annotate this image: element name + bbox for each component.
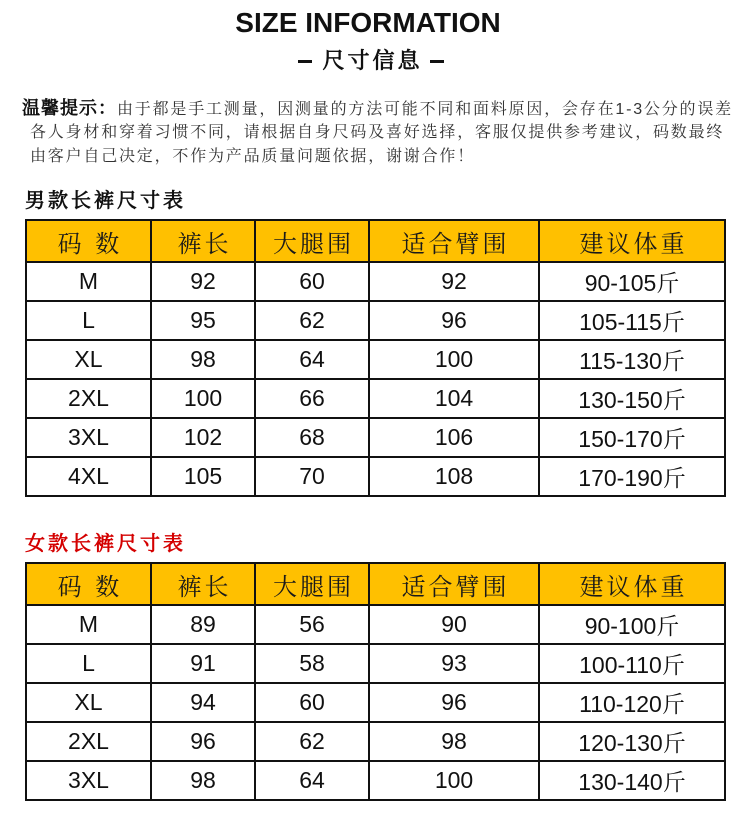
- arm-girth-cell: 92: [370, 263, 540, 302]
- notice-label: 温馨提示：: [22, 98, 117, 118]
- size-cell: 2XL: [27, 723, 152, 762]
- notice-text-1: 由于都是手工测量，因测量的方法可能不同和面料原因，会存在1-3公分的误差: [117, 101, 733, 118]
- thigh-cell: 62: [256, 302, 370, 341]
- arm-girth-cell: 98: [370, 723, 540, 762]
- men-table-heading: 男款长裤尺寸表: [25, 188, 186, 212]
- arm-girth-cell: 100: [370, 762, 540, 801]
- thigh-cell: 64: [256, 762, 370, 801]
- weight-cell: 110-120斤: [540, 684, 726, 723]
- arm-girth-cell: 104: [370, 380, 540, 419]
- thigh-cell: 56: [256, 606, 370, 645]
- right-dash-decoration: [430, 60, 444, 63]
- column-header-arm-girth: 适合臂围: [370, 221, 540, 263]
- thigh-cell: 62: [256, 723, 370, 762]
- pants-length-cell: 102: [152, 419, 256, 458]
- arm-girth-cell: 90: [370, 606, 540, 645]
- pants-length-cell: 96: [152, 723, 256, 762]
- thigh-cell: 66: [256, 380, 370, 419]
- arm-girth-cell: 108: [370, 458, 540, 497]
- pants-length-cell: 98: [152, 762, 256, 801]
- column-header-thigh: 大腿围: [256, 564, 370, 606]
- thigh-cell: 60: [256, 684, 370, 723]
- column-header-thigh: 大腿围: [256, 221, 370, 263]
- weight-cell: 170-190斤: [540, 458, 726, 497]
- weight-cell: 130-140斤: [540, 762, 726, 801]
- size-cell: 3XL: [27, 419, 152, 458]
- thigh-cell: 70: [256, 458, 370, 497]
- thigh-cell: 68: [256, 419, 370, 458]
- size-cell: L: [27, 302, 152, 341]
- size-cell: 3XL: [27, 762, 152, 801]
- pants-length-cell: 98: [152, 341, 256, 380]
- page-title: SIZE INFORMATION: [235, 7, 501, 38]
- weight-cell: 120-130斤: [540, 723, 726, 762]
- thigh-cell: 64: [256, 341, 370, 380]
- weight-cell: 100-110斤: [540, 645, 726, 684]
- column-header-pants-length: 裤长: [152, 564, 256, 606]
- column-header-size: 码 数: [27, 221, 152, 263]
- weight-cell: 115-130斤: [540, 341, 726, 380]
- men-size-table: [25, 219, 726, 497]
- size-cell: 2XL: [27, 380, 152, 419]
- weight-cell: 105-115斤: [540, 302, 726, 341]
- arm-girth-cell: 96: [370, 302, 540, 341]
- notice-line-1: [0, 96, 750, 121]
- column-header-arm-girth: 适合臂围: [370, 564, 540, 606]
- pants-length-cell: 100: [152, 380, 256, 419]
- women-size-table: [25, 562, 726, 801]
- size-cell: M: [27, 263, 152, 302]
- size-cell: 4XL: [27, 458, 152, 497]
- size-cell: M: [27, 606, 152, 645]
- arm-girth-cell: 106: [370, 419, 540, 458]
- pants-length-cell: 94: [152, 684, 256, 723]
- pants-length-cell: 89: [152, 606, 256, 645]
- weight-cell: 90-100斤: [540, 606, 726, 645]
- notice-line-3: 由客户自己决定，不作为产品质量问题依据，谢谢合作！: [30, 148, 476, 165]
- thigh-cell: 60: [256, 263, 370, 302]
- column-header-weight: 建议体重: [540, 221, 726, 263]
- size-cell: XL: [27, 341, 152, 380]
- pants-length-cell: 95: [152, 302, 256, 341]
- notice-block: [0, 96, 750, 170]
- arm-girth-cell: 93: [370, 645, 540, 684]
- left-dash-decoration: [298, 60, 312, 63]
- arm-girth-cell: 100: [370, 341, 540, 380]
- size-cell: XL: [27, 684, 152, 723]
- weight-cell: 130-150斤: [540, 380, 726, 419]
- thigh-cell: 58: [256, 645, 370, 684]
- pants-length-cell: 91: [152, 645, 256, 684]
- column-header-pants-length: 裤长: [152, 221, 256, 263]
- column-header-weight: 建议体重: [540, 564, 726, 606]
- notice-line-2: 各人身材和穿着习惯不同，请根据自身尺码及喜好选择，客服仅提供参考建议，码数最终: [30, 123, 725, 141]
- weight-cell: 90-105斤: [540, 263, 726, 302]
- pants-length-cell: 92: [152, 263, 256, 302]
- weight-cell: 150-170斤: [540, 419, 726, 458]
- page-subtitle: [0, 46, 742, 78]
- arm-girth-cell: 96: [370, 684, 540, 723]
- pants-length-cell: 105: [152, 458, 256, 497]
- size-cell: L: [27, 645, 152, 684]
- column-header-size: 码 数: [27, 564, 152, 606]
- women-table-heading: 女款长裤尺寸表: [25, 531, 186, 555]
- subtitle-text: 尺寸信息: [322, 49, 423, 74]
